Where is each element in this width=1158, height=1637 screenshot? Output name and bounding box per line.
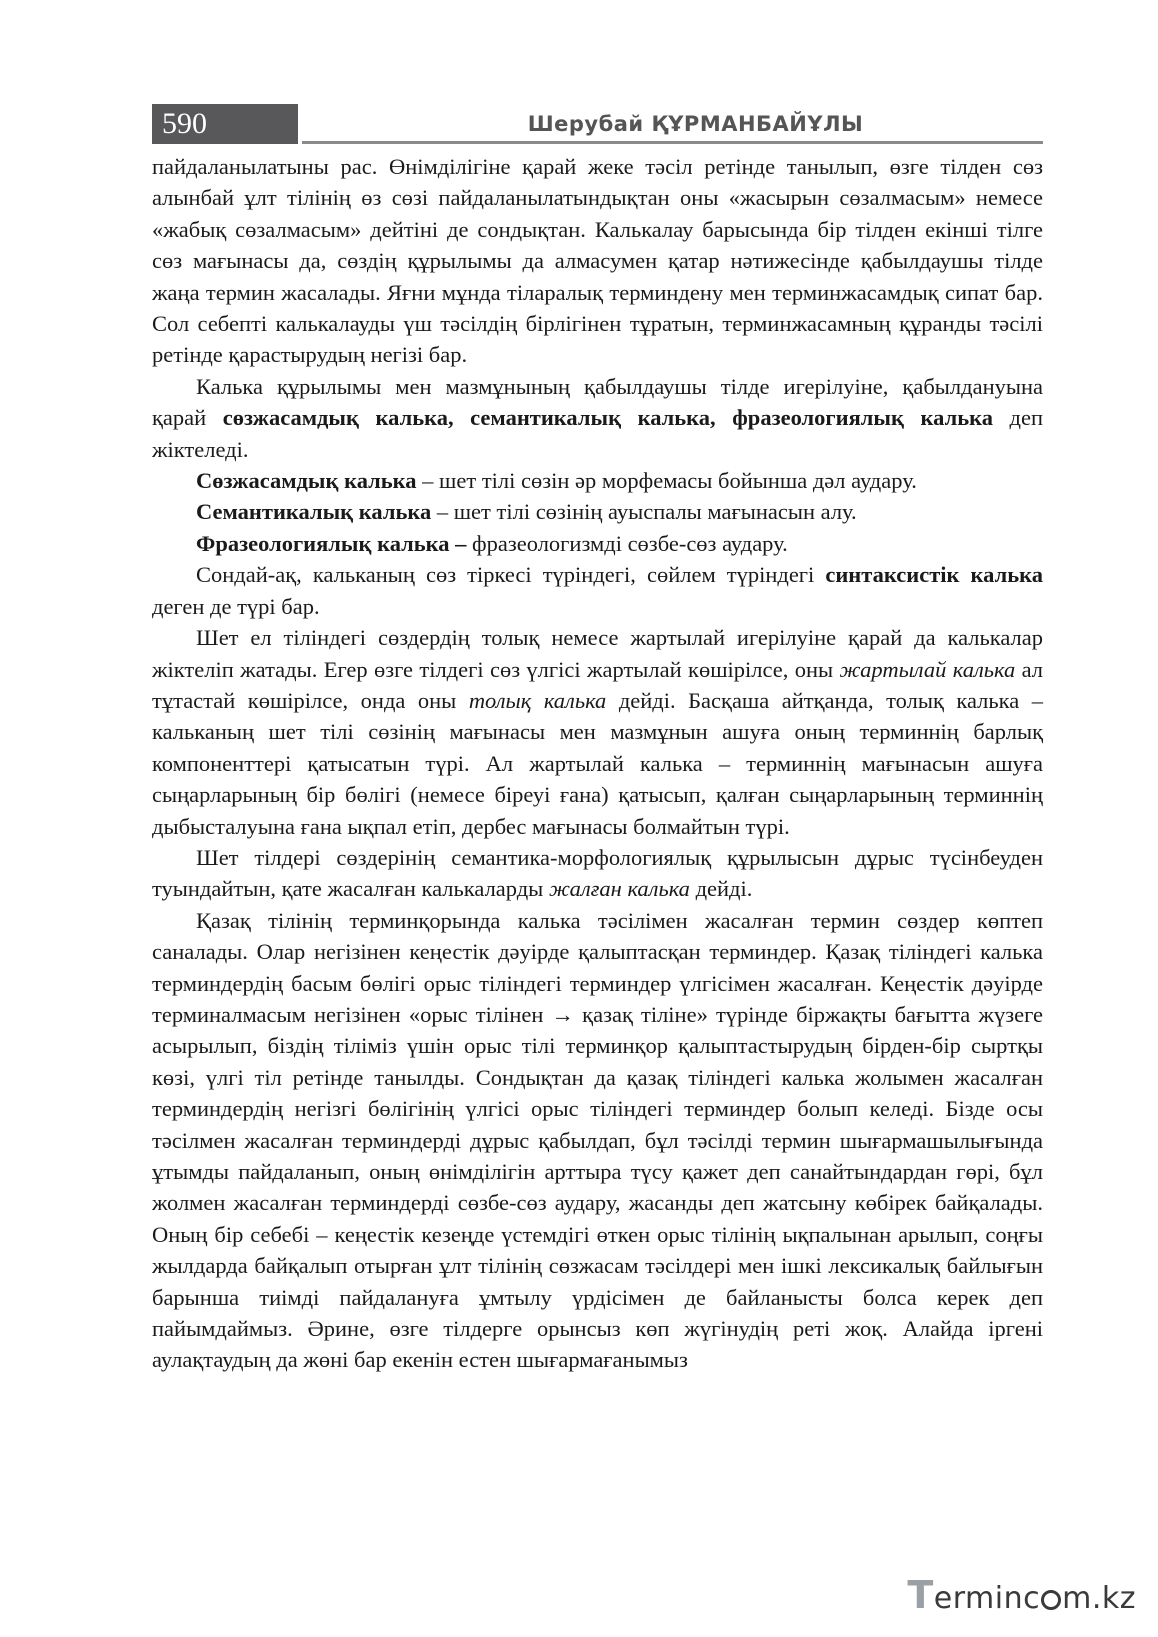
page-number: 590 bbox=[152, 104, 298, 144]
bold-term: сөзжасамдық калька, семантикалық калька, фразеологиялық калька bbox=[222, 405, 993, 431]
watermark-o-ring-icon bbox=[1041, 1590, 1061, 1610]
paragraph bbox=[152, 151, 1043, 371]
page-header bbox=[152, 104, 1043, 146]
bold-term: Сөзжасамдық калька bbox=[196, 468, 417, 494]
paragraph bbox=[152, 622, 1043, 842]
text-run: Калька құрылымы мен мазмұнының қабылдаушы тілде игерілуіне, қабылдануына қарай bbox=[152, 373, 1043, 431]
watermark-text-part1: erminc bbox=[933, 1581, 1041, 1616]
bold-term: Фразеологиялық калька – bbox=[196, 530, 467, 556]
text-run: Шет ел тіліндегі сөздердің толық немесе жартылай игерілуіне қарай да калькалар жіктеліп жатады. Егер өзге тілдегі сөз үлгісі жартылай көшірілсе, оны bbox=[152, 625, 1043, 682]
italic-term: жартылай калька bbox=[839, 656, 1016, 682]
paragraph bbox=[152, 559, 1043, 622]
text-run: дейді. Басқаша айтқанда, толық калька – кальканың шет тілі сөзінің мағынасы мен мазмұнын ашуға оның терминнің барлық компоненттері қатысатын түрі. Ал жартылай калька – терминнің мағынасын ашуға сыңарларының бір бөлігі (немесе біреуі ғана) қатысып, қалған сыңарларының терминнің дыбысталуына ғана ықпал етіп, дербес мағынасы болмайтын түрі. bbox=[152, 687, 1043, 839]
watermark-t-letter: T bbox=[907, 1573, 934, 1617]
bold-term: синтаксистік калька bbox=[825, 562, 1043, 588]
bold-term: Семантикалық калька bbox=[196, 499, 432, 525]
watermark-text-part2: m.kz bbox=[1062, 1581, 1136, 1616]
paragraph bbox=[152, 842, 1043, 905]
italic-term: жалған калька bbox=[548, 876, 690, 902]
text-run: Сондай-ақ, кальканың сөз тіркесі түріндегі, сөйлем түріндегі bbox=[196, 562, 826, 588]
paragraph bbox=[152, 371, 1043, 465]
body-text bbox=[152, 151, 1043, 1376]
paragraph bbox=[152, 905, 1043, 1376]
paragraph bbox=[152, 496, 1043, 527]
paragraph bbox=[152, 528, 1043, 559]
text-run: – шет тілі сөзінің ауыспалы мағынасын алу. bbox=[431, 499, 857, 525]
text-run: фразеологизмді сөзбе-сөз аудару. bbox=[466, 530, 788, 556]
text-run: пайдаланылатыны рас. Өнімділігіне қарай жеке тәсіл ретінде танылып, өзге тілден сөз алынбай ұлт тілінің өз сөзі пайдаланылатындықтан оны «жасырын сөзалмасым» немесе «жабық сөзалмасым» дейтіні де сондықтан. Калькалау барысында бір тілден екінші тілге сөз мағынасы да, сөздің құрылымы да алмасумен қатар нәтижесінде қабылдаушы тілде жаңа термин жасалады. Яғни мұнда тіларалық терминдену мен терминжасамдық сипат бар. Сол себепті калькалауды үш тәсілдің бірлігінен тұратын, терминжасамның құранды тәсілі ретінде қарастырудың негізі бар. bbox=[152, 154, 1043, 368]
termincom-watermark bbox=[907, 1571, 1136, 1619]
paragraph bbox=[152, 465, 1043, 496]
text-run: Қазақ тілінің терминқорында калька тәсілімен жасалған термин сөздер көптеп саналады. Олар негізінен кеңестік дәуірде қалыптасқан терминдер. Қазақ тіліндегі калька терминдердің басым бөлігі орыс тіліндегі терминдер үлгісімен жасалған. Кеңестік дәуірде терминалмасым негізінен «орыс тілінен → қазақ тіліне» түрінде біржақты бағытта жүзеге асырылып, біздің тіліміз үшін орыс тілі терминқор қалыптастырудың бірден-бір сыртқы көзі, үлгі тіл ретінде танылды. Сондықтан да қазақ тіліндегі калька жолымен жасалған терминдердің негізгі бөлігінің үлгісі орыс тіліндегі терминдер болып келеді. Бізде осы тәсілмен жасалған терминдерді дұрыс қабылдап, бұл тәсілді термин шығармашылығында ұтымды пайдаланып, оның өнімділігін арттыра түсу қажет деп санайтындардан гөрі, бұл жолмен жасалған терминдерді сөзбе-сөз аудару, жасанды деп жатсыну көбірек байқалады. Оның бір себебі – кеңестік кезеңде үстемдігі өткен орыс тілінің ықпалынан арылып, соңғы жылдарда байқалып отырған ұлт тілінің сөзжасам тәсілдері мен ішкі лексикалық байлығын барынша тиімді пайдалануға ұмтылу үрдісімен де байланысты болса керек деп пайымдаймыз. Әрине, өзге тілдерге орынсыз көп жүгінудің реті жоқ. Алайда іргені аулақтаудың да жөні бар екенін естен шығармағанымыз bbox=[152, 907, 1043, 1373]
text-run: деген де түрі бар. bbox=[152, 593, 320, 619]
text-run: дейді. bbox=[689, 876, 753, 902]
text-run: – шет тілі сөзін әр морфемасы бойынша дәл аудару. bbox=[416, 468, 917, 494]
text-run: Шет тілдері сөздерінің семантика-морфологиялық құрылысын дұрыс түсінбеуден туындайтын, қате жасалған калькаларды bbox=[152, 844, 1043, 902]
text-run: ал тұтастай көшірілсе, онда оны bbox=[152, 656, 1043, 713]
italic-term: толық калька bbox=[468, 687, 607, 713]
text-run: деп жіктеледі. bbox=[152, 405, 1044, 462]
running-title: Шерубай ҚҰРМАНБАЙҰЛЫ bbox=[527, 112, 864, 136]
